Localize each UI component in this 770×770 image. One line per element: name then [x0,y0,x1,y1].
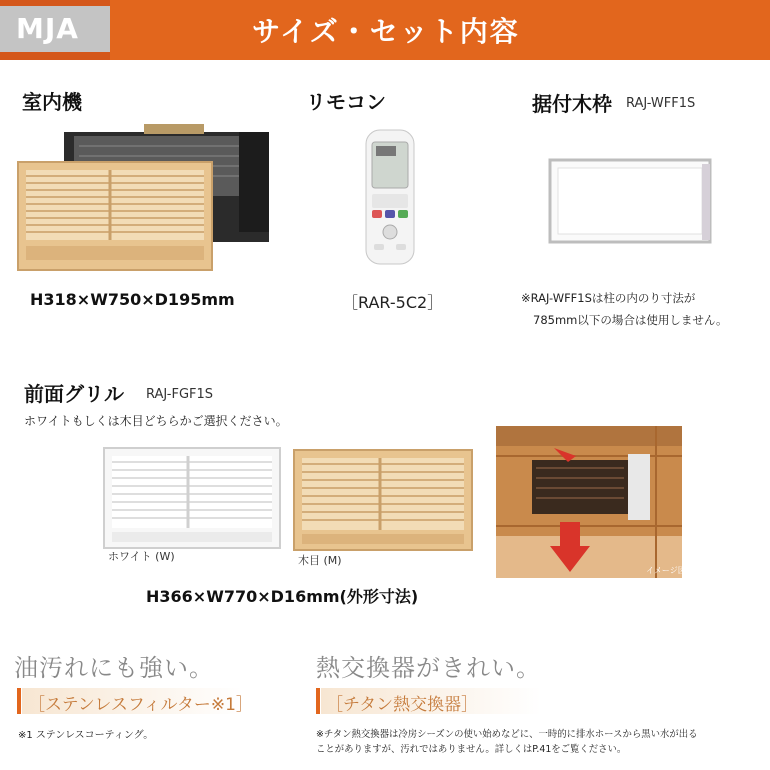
frame-model: RAJ-WFF1S [626,96,696,111]
grille-model: RAJ-FGF1S [146,387,214,402]
frame-label: 据付木枠 [532,92,612,116]
indoor-unit-label: 室内機 [22,90,82,114]
frame-image [548,156,714,246]
feature2-note-line-1: ※チタン熱交換器は冷房シーズンの使い始めなどに、一時的に排水ホースから黒い水が出る [316,729,698,740]
feature1-tag: ［ステンレスフィルター※1］ [28,695,253,715]
feature2-note-line-2: ことがありますが、汚れではありません。詳しくはP.41をご覧ください。 [316,744,627,755]
room-image [496,426,682,578]
remote-image [360,128,420,268]
feature2-tag: ［チタン熱交換器］ [326,695,479,715]
frame-note-line-2: 785mm以下の場合は使用しません。 [533,313,728,327]
remote-model: ［RAR-5C2］ [342,293,444,312]
series-tag [0,6,110,52]
remote-label: リモコン [306,90,386,114]
indoor-unit-image [14,118,276,278]
grille-description: ホワイトもしくは木目どちらかご選択ください。 [24,414,288,428]
grille-wood-caption: 木目 (M) [298,554,342,567]
feature1-note: ※1 ステンレスコーティング。 [18,730,154,741]
frame-note-line-1: ※RAJ-WFF1Sは柱の内のり寸法が [521,291,696,305]
feature1-accent-bar [17,688,21,714]
feature1-headline: 油汚れにも強い。 [14,654,214,682]
grille-label: 前面グリル [24,382,124,406]
feature2-headline: 熱交換器がきれい。 [316,654,541,682]
grille-white-image [100,444,284,554]
room-image-note: イメージ図 [646,566,686,575]
feature2-accent-bar [316,688,320,714]
grille-size: H366×W770×D16mm(外形寸法) [146,587,419,606]
indoor-unit-size: H318×W750×D195mm [30,290,235,309]
grille-white-caption: ホワイト (W) [108,550,175,563]
grille-wood-image [290,446,478,556]
series-tag-text: MJA [16,12,79,45]
page-title: サイズ・セット内容 [252,15,520,48]
